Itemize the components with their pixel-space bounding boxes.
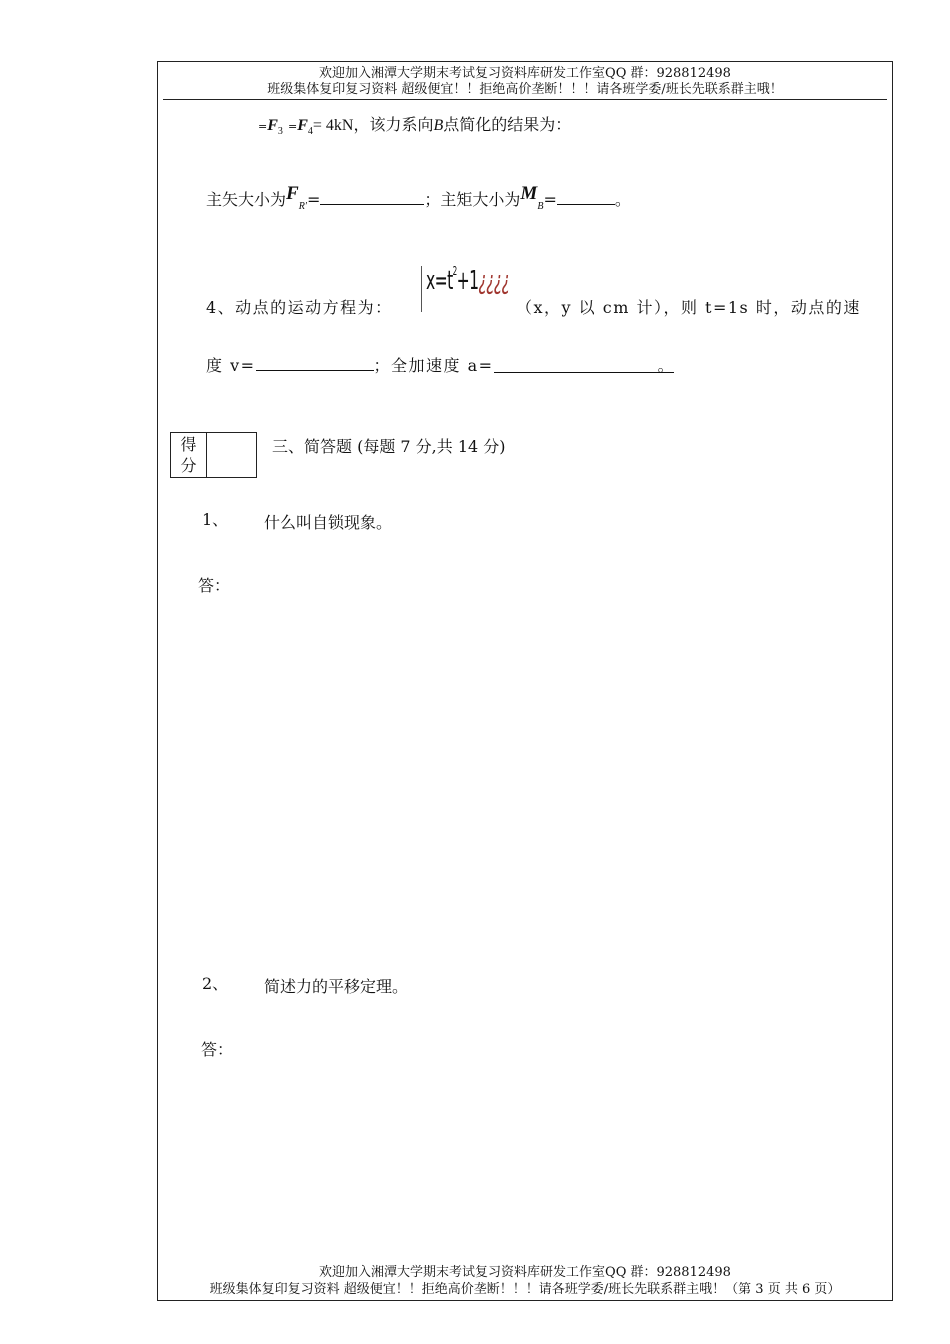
- score-box: [170, 432, 257, 478]
- item-1-question: 什么叫自锁现象。: [264, 513, 393, 532]
- main-vector-label: 主矢大小为: [206, 190, 287, 209]
- footer-line-1: 欢迎加入湘潭大学期末考试复习资料库研发工作室QQ 群：928812498: [319, 1265, 731, 1280]
- header-line-1: 欢迎加入湘潭大学期末考试复习资料库研发工作室QQ 群：928812498: [319, 66, 731, 81]
- eq-tail: ¿¿¿¿: [478, 266, 510, 296]
- velocity-blank[interactable]: [256, 354, 374, 371]
- item-2-question: 简述力的平移定理。: [264, 977, 409, 996]
- item-1-number: 1、: [202, 510, 229, 529]
- page-frame: [157, 61, 893, 1301]
- force-f4: F: [297, 117, 308, 134]
- main-vector-blank[interactable]: [320, 188, 424, 205]
- eq-sign-2: =: [287, 120, 298, 133]
- mb-symbol: M: [520, 183, 538, 204]
- header-rule: [163, 99, 887, 100]
- q3-end: 。: [614, 190, 631, 209]
- fr-symbol: F: [286, 183, 299, 204]
- q4-line-2: [206, 354, 674, 376]
- main-moment-blank[interactable]: [557, 188, 615, 205]
- mb-eq: =: [543, 190, 557, 209]
- q3-tail: 点简化的结果为：: [443, 115, 572, 134]
- q4-suffix: （x，y 以 cm 计），则 t=1s 时，动点的速: [516, 298, 861, 317]
- force-value: = 4kN: [312, 117, 354, 134]
- footer-line-2: 班级集体复印复习资料 超级便宜！！拒绝高价垄断！！！请各班学委/班长先联系群主哦！（第 3 页 共 6 页）: [209, 1282, 841, 1297]
- main-moment-label: ；主矩大小为: [424, 190, 521, 209]
- eq-exp: 2: [452, 264, 457, 278]
- eq-rest: +1: [456, 266, 479, 296]
- acceleration-blank[interactable]: 。: [494, 356, 674, 373]
- score-label: 得 分: [171, 433, 207, 477]
- item-2-answer-label: 答：: [201, 1040, 234, 1059]
- force-f4-sub: 4: [307, 126, 313, 137]
- q4-prefix: 4、动点的运动方程为：: [206, 298, 393, 317]
- q3-text: ，该力系向: [353, 115, 434, 134]
- force-f3-sub: 3: [277, 126, 283, 137]
- point-b: B: [433, 117, 444, 134]
- force-f3: F: [267, 117, 278, 134]
- eq-sign: =: [258, 120, 268, 133]
- acceleration-label: ；全加速度 a=: [373, 356, 494, 375]
- velocity-label: 度 v=: [206, 356, 256, 375]
- eq-main: x=t: [426, 266, 453, 296]
- header-line-2: 班级集体复印复习资料 超级便宜！！拒绝高价垄断！！！请各班学委/班长先联系群主哦！: [267, 82, 783, 97]
- item-1-answer-label: 答：: [198, 576, 231, 595]
- q3-continuation: [258, 115, 571, 138]
- item-2-number: 2、: [202, 974, 229, 993]
- q3-answer-line: [206, 183, 631, 213]
- mb-sub: B: [537, 201, 544, 212]
- section-title: 三、简答题 (每题 7 分,共 14 分): [272, 437, 506, 456]
- fr-eq: =: [307, 190, 321, 209]
- fr-sub: R′: [298, 201, 307, 212]
